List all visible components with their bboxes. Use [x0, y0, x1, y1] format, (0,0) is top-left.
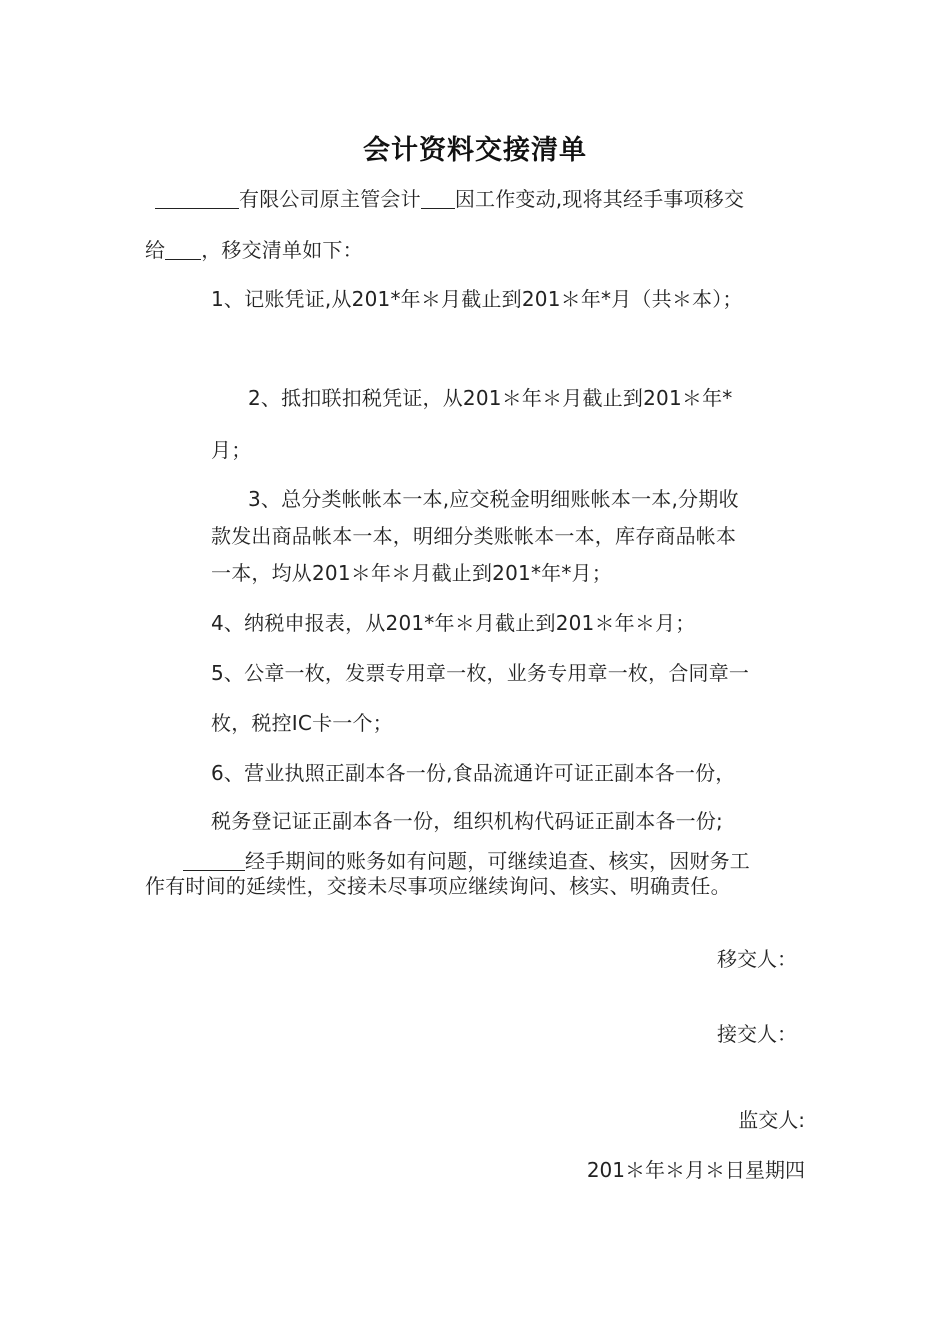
transferor-label: 移交人： — [717, 947, 797, 971]
item-1: 1、记账凭证,从201*年＊月截止到201＊年*月（共＊本）； — [211, 287, 743, 311]
receiver-name-blank — [165, 239, 201, 260]
company-name-blank — [155, 188, 239, 209]
item-5-line-1: 5、公章一枚，发票专用章一枚，业务专用章一枚，合同章一 — [211, 661, 750, 685]
closing-line-1 — [183, 848, 750, 874]
handler-name-blank — [183, 850, 245, 871]
intro-text-1: 有限公司原主管会计 — [239, 187, 421, 211]
item-6-line-1: 6、营业执照正副本各一份,食品流通许可证正副本各一份， — [211, 761, 736, 785]
item-5-line-2: 枚，税控IC卡一个； — [211, 711, 393, 735]
closing-line-2: 作有时间的延续性，交接未尽事项应继续询问、核实、明确责任。 — [145, 874, 731, 898]
supervisor-label: 监交人: — [738, 1108, 805, 1132]
page-title: 会计资料交接清单 — [363, 135, 587, 166]
accountant-name-blank — [421, 188, 455, 209]
item-2-line-1: 2、抵扣联扣税凭证，从201＊年＊月截止到201＊年* — [248, 386, 733, 410]
intro-text-2: 因工作变动,现将其经手事项移交 — [454, 187, 745, 211]
item-4: 4、纳税申报表，从201*年＊月截止到201＊年＊月； — [211, 611, 696, 635]
item-3-line-1: 3、总分类帐帐本一本,应交税金明细账帐本一本,分期收 — [248, 487, 739, 511]
item-3-line-2: 款发出商品帐本一本，明细分类账帐本一本，库存商品帐本 — [211, 524, 737, 548]
item-3-line-3: 一本，均从201＊年＊月截止到201*年*月； — [211, 561, 612, 585]
item-2-line-2: 月； — [211, 438, 252, 462]
closing-text-1: 经手期间的账务如有问题，可继续追查、核实，因财务工 — [245, 849, 750, 873]
intro-line-1 — [155, 186, 744, 212]
intro-text-4: ，移交清单如下： — [201, 238, 363, 262]
intro-line-2 — [145, 237, 363, 263]
document-date: 201＊年＊月＊日星期四 — [586, 1158, 805, 1182]
receiver-label: 接交人： — [717, 1022, 797, 1046]
intro-text-3: 给 — [145, 238, 166, 262]
item-6-line-2: 税务登记证正副本各一份，组织机构代码证正副本各一份; — [211, 809, 723, 833]
